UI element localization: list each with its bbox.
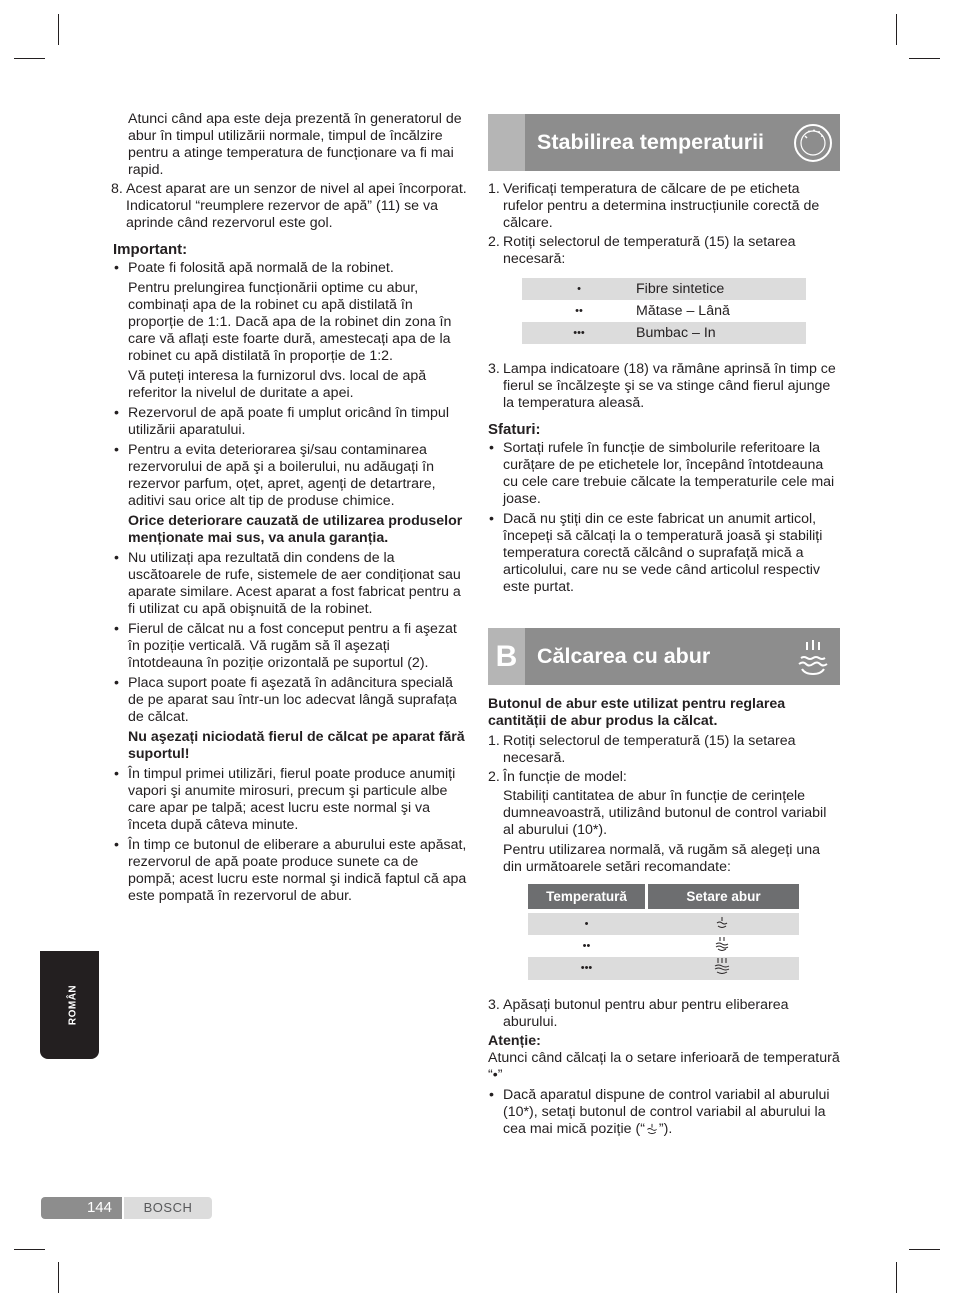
bullet-item — [488, 440, 840, 508]
temperature-section-banner — [488, 114, 840, 171]
steam-icon — [792, 636, 834, 683]
dots-cell: • — [522, 278, 636, 300]
warning-text: Nu aşezați niciodată fierul de călcat pe aparat fără suportul! — [128, 729, 465, 762]
bullet-item — [113, 260, 468, 277]
crop-mark — [14, 58, 45, 59]
item-text: În funcție de model: — [503, 769, 627, 785]
section-title: Călcarea cu abur — [537, 644, 711, 668]
bullet: • — [489, 511, 494, 527]
intro-continuation: Atunci când apa este deja prezentă în generatorul de abur în timpul utilizării normale, timpul de încălzire pentru a atinge temperatura de funcționare va fi mai rapid. — [128, 111, 462, 178]
list-item — [488, 997, 840, 1031]
bullet: • — [114, 675, 119, 691]
item-number: 2. — [488, 769, 500, 785]
steam-level-1-icon — [645, 1122, 659, 1135]
bullet-text: Poate fi folosită apă normală de la robinet. — [128, 260, 394, 276]
important-heading: Important: — [113, 241, 188, 258]
dots-cell: ••• — [528, 957, 645, 980]
section-letter: B — [488, 628, 525, 685]
item-number: 3. — [488, 361, 500, 377]
bullet-item — [113, 405, 468, 439]
dots-cell: ••• — [522, 322, 636, 344]
bullet-item — [488, 511, 840, 596]
bullet: • — [114, 621, 119, 637]
header-steam: Setare abur — [645, 884, 799, 909]
bullet-text-part: ”). — [658, 1121, 673, 1137]
left-column — [113, 111, 468, 908]
list-item — [488, 769, 840, 786]
list-item — [488, 181, 840, 232]
table-row — [528, 935, 799, 957]
list-item — [488, 361, 840, 412]
temperature-table — [522, 278, 806, 344]
bullet-text: Pentru a evita deteriorarea şi/sau contaminarea rezervorului de apă şi a boilerului, nu adăugați în rezervor parfum, oțet, apret, agenți de detartrare, aditivi sau orice alt tip de produse chimice. — [128, 442, 436, 509]
bullet: • — [114, 550, 119, 566]
intro-bold: Butonul de abur este utilizat pentru reglarea cantității de abur produs la călcat. — [488, 696, 786, 729]
item-text: Acest aparat are un senzor de nivel al apei încorporat. Indicatorul “reumplere rezervor de apă” (11) se va aprinde când rezervorul este gol. — [126, 181, 467, 231]
bullet: • — [114, 837, 119, 853]
bullet-item — [113, 837, 468, 905]
bullet-item — [113, 621, 468, 672]
warning-text: Orice deteriorare cauzată de utilizarea produselor menționate mai sus, va anula garanția. — [128, 513, 463, 546]
temperature-dial-icon — [792, 122, 834, 169]
bullet: • — [114, 442, 119, 458]
dots-cell: • — [528, 913, 645, 935]
language-label: ROMÂN — [67, 984, 79, 1026]
attention-heading: Atenție: — [488, 1033, 541, 1049]
paragraph: Vă puteți interesa la furnizorul dvs. local de apă referitor la nivelul de duritate a apei. — [128, 368, 427, 401]
crop-mark — [58, 14, 59, 45]
bullet-item — [113, 442, 468, 510]
bullet-item — [113, 675, 468, 726]
bullet-text: În timp ce butonul de eliberare a aburului este apăsat, rezervorul de apă poate produce sunete ca de pompă; acest lucru este normal şi indică faptul că apa este pompată în rezervorul de abur. — [128, 837, 467, 904]
item-number: 8. — [111, 181, 123, 197]
item-text: Verificați temperatura de călcare de pe eticheta rufelor pentru a determina instrucțiunile corectă de călcare. — [503, 181, 820, 231]
item-text: Rotiți selectorul de temperatură (15) la setarea necesară: — [503, 234, 796, 267]
item-text: Lampa indicatoare (18) va rămâne aprinsă în timp ce fierul se încălzeşte şi se va stinge când fierul ajunge la temperatura aleasă. — [503, 361, 836, 411]
banner-square — [488, 114, 525, 171]
section-title: Stabilirea temperaturii — [537, 130, 765, 154]
item-text: Apăsați butonul pentru abur pentru eliberarea aburului. — [503, 997, 789, 1030]
bullet-text: În timpul primei utilizări, fierul poate produce anumiți vapori şi anumite mirosuri, precum şi particule albe care apar pe talpă; acest lucru este normal şi va înceta după câteva minute. — [128, 766, 456, 833]
bullet: • — [489, 1087, 494, 1103]
bullet-text: Rezervorul de apă poate fi umplut oricând în timpul utilizării aparatului. — [128, 405, 449, 438]
item-number: 2. — [488, 234, 500, 250]
fabric-cell: Mătase – Lână — [636, 302, 730, 319]
bullet: • — [114, 260, 119, 276]
bullet-text — [503, 1087, 840, 1138]
attention-text: Atunci când călcați la o setare inferioară de temperatură “•” — [488, 1050, 840, 1083]
list-item — [488, 733, 840, 767]
dots-cell: •• — [582, 939, 591, 952]
paragraph: Stabiliți cantitatea de abur în funcție de cerințele dumneavoastră, utilizând butonul de control variabil al aburului (10*). — [503, 788, 827, 838]
paragraph: Pentru prelungirea funcționării optime cu abur, combinați apa de la robinet cu apă distilată în proporție de 1:1. Dacă apa de la robinet din zona în care vă aflați este foarte dură, amestecați apa de la robinet cu apă distilată în proporție de 1:2. — [128, 280, 452, 364]
item-number: 1. — [488, 181, 500, 197]
fabric-cell: Fibre sintetice — [636, 278, 806, 300]
list-item — [111, 181, 468, 232]
steam-level-2-icon — [645, 935, 799, 957]
bullet: • — [114, 766, 119, 782]
bullet-item — [113, 550, 468, 618]
list-item — [488, 234, 840, 268]
header-temperature: Temperatură — [528, 884, 645, 909]
crop-mark — [58, 1262, 59, 1293]
steam-section-banner — [488, 628, 840, 685]
crop-mark — [896, 1262, 897, 1293]
item-text: Rotiți selectorul de temperatură (15) la setarea necesară. — [503, 733, 796, 766]
crop-mark — [896, 14, 897, 45]
item-number: 3. — [488, 997, 500, 1013]
table-row — [522, 322, 806, 344]
bullet-item — [488, 1087, 840, 1138]
crop-mark — [14, 1249, 45, 1250]
crop-mark — [909, 58, 940, 59]
steam-section — [488, 696, 840, 1141]
language-side-tab — [40, 951, 99, 1059]
table-row — [528, 913, 799, 935]
dots-cell: •• — [575, 304, 583, 317]
table-row — [528, 957, 799, 980]
bullet-text: Placa suport poate fi aşezată în adâncitura specială de pe aparat sau într-un loc adecvat lângă suprafața de călcat. — [128, 675, 457, 725]
brand-label: BOSCH — [124, 1197, 212, 1219]
bullet-text-part: Dacă aparatul dispune de control variabil al aburului (10*), setați butonul de control variabil al aburului la cea mai mică poziție (“ — [503, 1087, 830, 1137]
steam-table — [528, 884, 799, 980]
bullet-text: Sortați rufele în funcție de simbolurile referitoare la curățare de pe etichetele lor, începând întotdeauna cu cele care trebuie călcate la temperaturile cele mai joase. — [503, 440, 835, 507]
bullet: • — [489, 440, 494, 456]
bullet-item — [113, 766, 468, 834]
bullet-text: Dacă nu ştiți din ce este fabricat un anumit articol, începeți să călcați la o temperatură joasă şi stabiliți temperatura corectă călcând o suprafață mică a articolului, care nu se vede când articolul respectiv este purtat. — [503, 511, 823, 595]
table-row — [522, 300, 806, 322]
temperature-section — [488, 181, 840, 599]
bullet-text: Fierul de călcat nu a fost conceput pentru a fi aşezat în poziție verticală. Vă rugăm să îl aşezați întotdeauna în poziție orizontală pe suportul (2). — [128, 621, 457, 671]
paragraph: Pentru utilizarea normală, vă rugăm să alegeți una din următoarele setări recomandate: — [503, 842, 821, 875]
page-number: 144 — [41, 1197, 122, 1219]
item-number: 1. — [488, 733, 500, 749]
bullet: • — [114, 405, 119, 421]
steam-level-3-icon — [645, 957, 799, 980]
tips-heading: Sfaturi: — [488, 421, 541, 438]
fabric-cell: Bumbac – In — [636, 322, 806, 344]
bullet-text: Nu utilizați apa rezultată din condens de la uscătoarele de rufe, sistemele de aer condiționat sau aparate similare. Acest aparat a fost fabricat pentru a fi utilizat cu apă obişnuită de la robinet. — [128, 550, 461, 617]
table-row — [522, 278, 806, 300]
crop-mark — [909, 1249, 940, 1250]
table-header-row — [528, 884, 799, 909]
steam-level-1-icon — [645, 913, 799, 935]
